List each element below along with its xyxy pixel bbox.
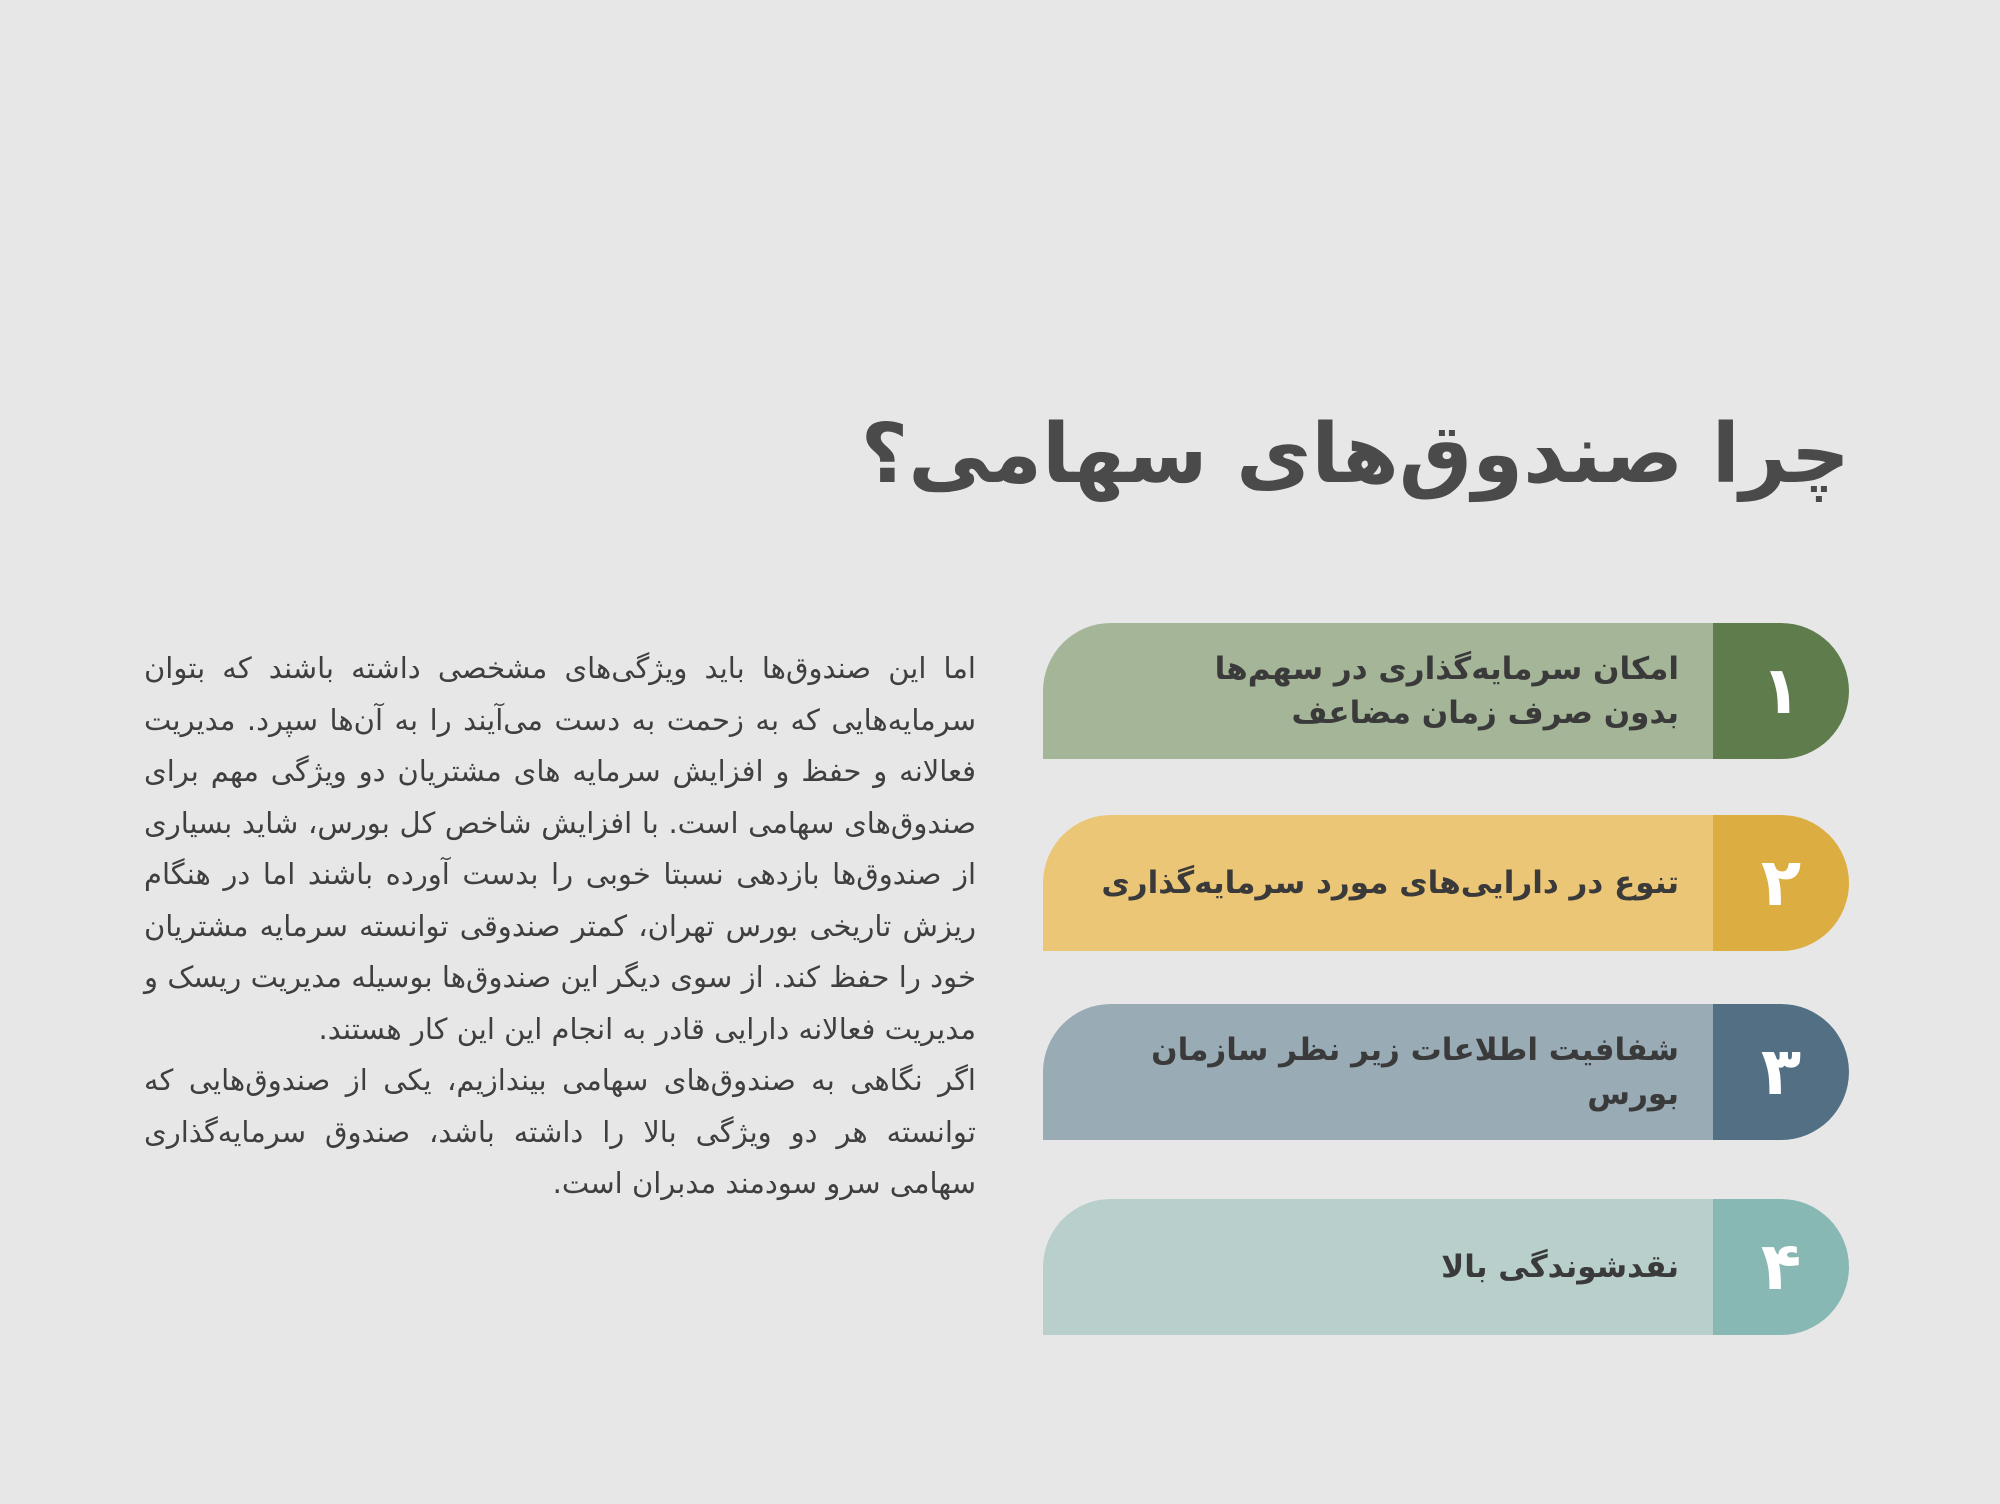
body-text bbox=[144, 643, 976, 1210]
feature-label-line: بدون صرف زمان مضاعف bbox=[1291, 695, 1679, 731]
feature-item-3 bbox=[1043, 1004, 1849, 1140]
paragraph: اما این صندوق‌ها باید ویژگی‌های مشخصی داشته باشند که بتوان سرمایه‌هایی که به زحمت به دست می‌آیند را به آن‌ها سپرد. مدیریت فعالانه و حفظ و افزایش سرمایه های مشتریان دو ویژگی مهم برای صندوق‌های سهامی است. با افزایش شاخص کل بورس، شاید بسیاری از صندوق‌ها بازدهی نسبتا خوبی را بدست آورده باشند اما در هنگام ریزش تاریخی بورس تهران، کمتر صندوقی توانسته سرمایه مشتریان خود را حفظ کند. از سوی دیگر این صندوق‌ها بوسیله مدیریت ریسک و مدیریت فعالانه دارایی قادر به انجام این این کار هستند. bbox=[144, 651, 976, 1046]
feature-number-badge: ۱ bbox=[1713, 623, 1849, 759]
feature-item-4 bbox=[1043, 1199, 1849, 1335]
feature-label-line: شفافیت اطلاعات زیر نظر سازمان بورس bbox=[1151, 1032, 1679, 1112]
feature-number-badge: ۳ bbox=[1713, 1004, 1849, 1140]
feature-label bbox=[1079, 623, 1679, 759]
feature-label-line: امکان سرمایه‌گذاری در سهم‌ها bbox=[1214, 651, 1679, 687]
feature-label-line: تنوع در دارایی‌های مورد سرمایه‌گذاری bbox=[1101, 865, 1679, 901]
paragraph: اگر نگاهی به صندوق‌های سهامی بیندازیم، یکی از صندوق‌هایی که توانسته هر دو ویژگی بالا را داشته باشد، صندوق سرمایه‌گذاری سهامی سرو سودمند مدبران است. bbox=[144, 1063, 976, 1200]
feature-item-2 bbox=[1043, 815, 1849, 951]
feature-label bbox=[1079, 815, 1679, 951]
feature-number-badge: ۲ bbox=[1713, 815, 1849, 951]
feature-label bbox=[1079, 1199, 1679, 1335]
feature-label bbox=[1079, 1004, 1679, 1140]
page-title: چرا صندوق‌های سهامی؟ bbox=[860, 407, 1850, 502]
feature-item-1 bbox=[1043, 623, 1849, 759]
feature-label-line: نقدشوندگی بالا bbox=[1441, 1249, 1679, 1285]
feature-number-badge: ۴ bbox=[1713, 1199, 1849, 1335]
